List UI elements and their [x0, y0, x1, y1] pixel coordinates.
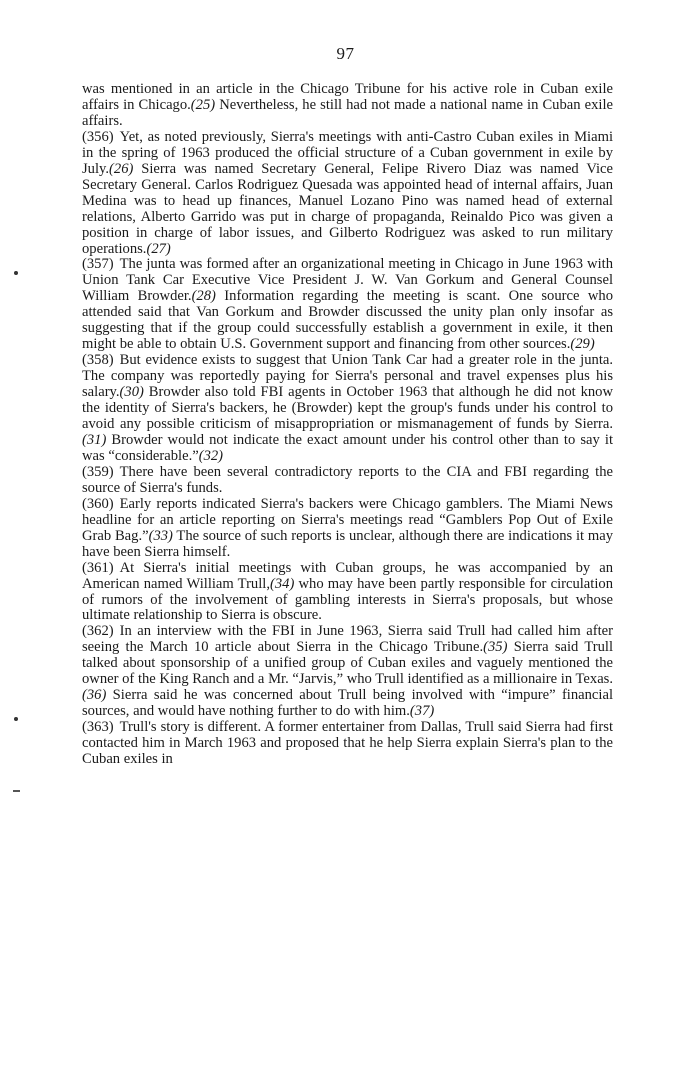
paragraph-number: (358) [82, 352, 114, 369]
margin-dot [14, 717, 18, 721]
text-run: The source of such reports is unclear, although there are indications it may have been Sierra himself. [82, 527, 613, 560]
footnote-ref: (34) [269, 575, 295, 592]
text-run: In an interview with the FBI in June 1963, Sierra said Trull had called him after seeing the March 10 article about Sierra in the Chicago Tribune. [82, 623, 613, 656]
text-run: The junta was formed after an organizational meeting in Chicago in June 1963 with Union Tank Car Executive Vice President J. W. Van Gorkum and General Counsel William Browder. [82, 256, 613, 305]
page-number: 97 [336, 44, 355, 63]
footnote-ref: (31) [82, 431, 107, 448]
text-run: Yet, as noted previously, Sierra's meetings with anti-Castro Cuban exiles in Miami in the spring of 1963 produced the official structure of a Cuban government in exile by July. [82, 128, 613, 177]
paragraph [82, 624, 613, 720]
text-run: But evidence exists to suggest that Union Tank Car had a greater role in the junta. The company was reportedly paying for Sierra's personal and travel expenses plus his salary. [82, 352, 613, 401]
footnote-ref: (33) [148, 527, 173, 544]
text-run: who may have been partly responsible for circulation of rumors of the involvement of gambling interests in Sierra's proposals, but whose ultimate relationship to Sierra is obscure. [82, 575, 613, 624]
body-text [82, 82, 613, 768]
text-run: There have been several contradictory reports to the CIA and FBI regarding the source of Sierra's funds. [82, 463, 613, 496]
text-run: was mentioned in an article in the Chicago Tribune for his active role in Cuban exile affairs in Chicago. [82, 81, 613, 113]
paragraph-number: (359) [82, 463, 114, 480]
text-run: Nevertheless, he still had not made a national name in Cuban exile affairs. [82, 96, 613, 129]
text-run: Information regarding the meeting is scant. One source who attended said that Van Gorkum and Browder discussed the unity plan only insofar as suggesting that if the group could successfully establish a government in exile, it then might be able to obtain U.S. Government support and financing from other sources. [82, 288, 613, 353]
text-run: At Sierra's initial meetings with Cuban groups, he was accompanied by an American named William Trull, [82, 559, 613, 592]
paragraph [82, 257, 613, 353]
paragraph-number: (361) [82, 559, 114, 576]
margin-tick [13, 790, 20, 792]
footnote-ref: (32) [198, 447, 224, 464]
paragraph-number: (357) [82, 256, 114, 273]
footnote-ref: (30) [119, 384, 144, 401]
paragraph-number: (360) [82, 495, 114, 512]
footnote-ref: (29) [570, 336, 595, 353]
text-run: Sierra was named Secretary General, Felipe Rivero Diaz was named Vice Secretary General. Carlos Rodriguez Quesada was appointed head of internal affairs, Juan Medina was to head up finances, Manuel Lozano Pino was named head of external relations, Alberto Garrido was put in charge of propaganda, Reinaldo Pico was given a position in charge of labor issues, and Gilberto Rodriguez was asked to run military operations. [82, 160, 613, 257]
footnote-ref: (37) [409, 703, 435, 720]
text-run: Sierra said Trull talked about sponsorship of a unified group of Cuban exiles and vaguely mentioned the owner of the King Ranch and a Mr. “Jarvis,” who Trull identified as a millionaire in Texas. [82, 639, 614, 688]
paragraph-number: (362) [82, 623, 114, 640]
paragraph [82, 465, 613, 497]
paragraph [82, 720, 613, 768]
footnote-ref: (25) [190, 96, 216, 113]
text-run: Early reports indicated Sierra's backers were Chicago gamblers. The Miami News headline for an article reporting on Sierra's meetings read “Gamblers Pop Out of Exile Grab Bag.” [82, 495, 613, 544]
footnote-ref: (27) [146, 240, 171, 257]
paragraph-number: (356) [82, 128, 114, 145]
text-run: Sierra said he was concerned about Trull being involved with “impure” financial sources, and would have nothing further to do with him. [82, 687, 613, 720]
text-run: Browder also told FBI agents in October 1963 that although he did not know the identity of Sierra's backers, he (Browder) kept the group's funds under his control to avoid any possible criticism of misappropriation or mismanagement of funds by Sierra. [82, 384, 613, 433]
paragraph [82, 561, 613, 625]
paragraph [82, 130, 613, 258]
margin-dot [14, 271, 18, 275]
text-run: Trull's story is different. A former entertainer from Dallas, Trull said Sierra had first contacted him in March 1963 and proposed that he help Sierra explain Sierra's plan to the Cuban exiles in [82, 719, 613, 768]
footnote-ref: (28) [191, 288, 216, 305]
paragraph [82, 497, 613, 561]
paragraph [82, 82, 613, 130]
text-run: Browder would not indicate the exact amount under his control other than to say it was “considerable.” [82, 431, 613, 464]
paragraph [82, 353, 613, 465]
paragraph-number: (363) [82, 719, 114, 736]
footnote-ref: (36) [82, 687, 107, 704]
footnote-ref: (35) [483, 639, 508, 656]
footnote-ref: (26) [109, 160, 134, 177]
